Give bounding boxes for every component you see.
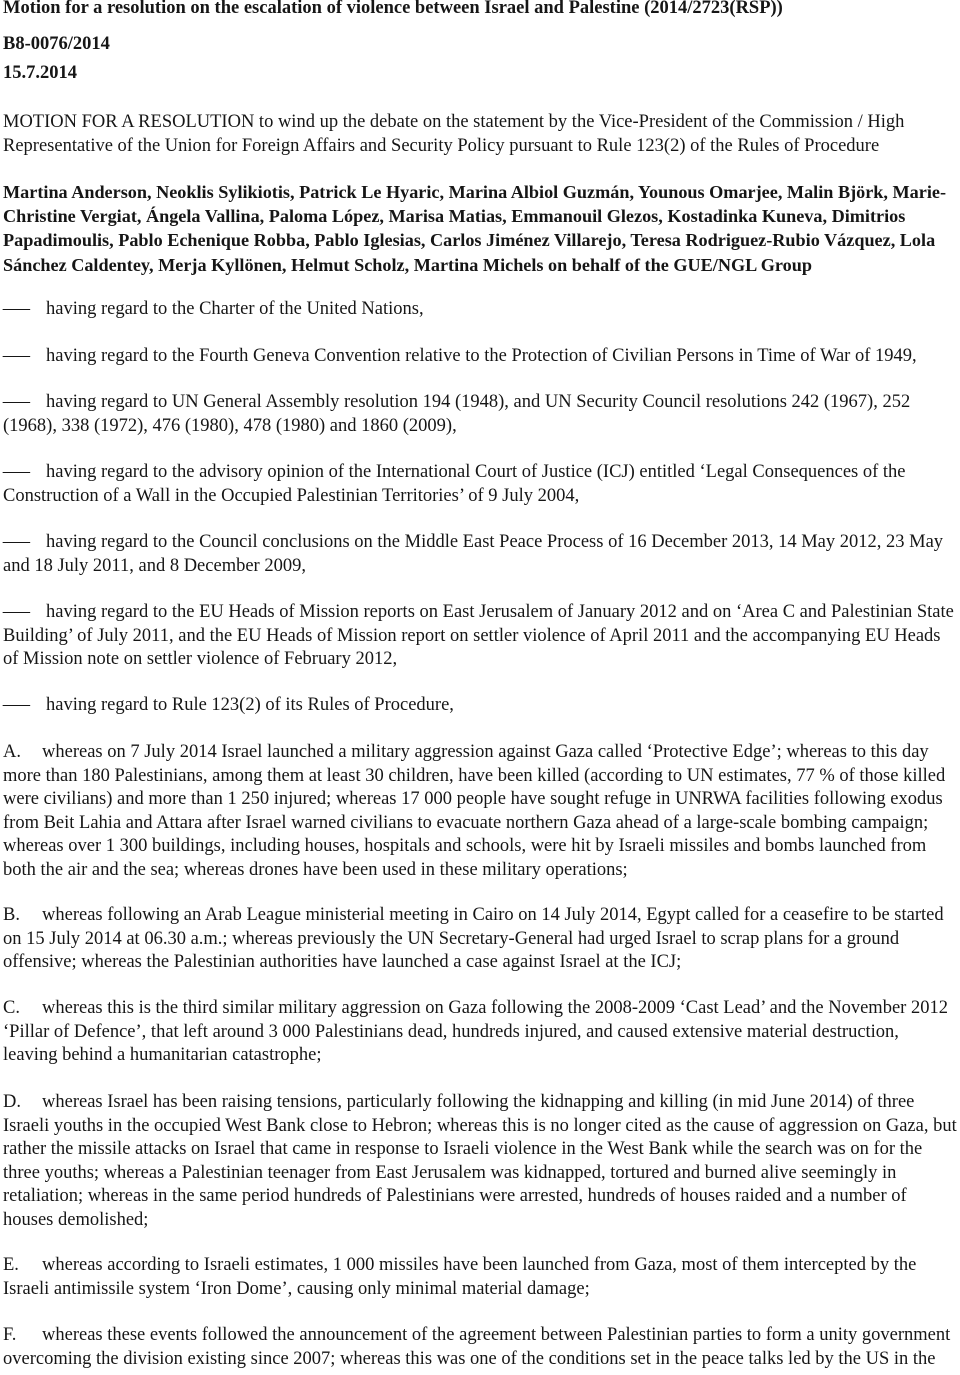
recital-text: whereas on 7 July 2014 Israel launched a military aggression against Gaza called ‘Protective Edge’; whereas to this day more than 180 Palestinians, among them at least 30 children, have been killed (according to UN estimates, 77 % of those killed were civilians) and more than 1 250 injured; whereas 17 000 people have sought refuge in UNRWA facilities following exodus from Beit Lahia and Attara after Israel warned civilians to evacuate northern Gaza ahead of a large-scale bombing campaign; whereas over 1 300 buildings, including houses, hospitals and schools, were hit by Israeli missiles and bombs launched from both the air and the sea; whereas drones have been used in these military operations; bbox=[3, 742, 946, 880]
recital-label: E. bbox=[3, 1255, 19, 1275]
citation-item bbox=[3, 298, 957, 322]
recital-item bbox=[3, 997, 957, 1068]
citation-dash bbox=[3, 531, 46, 555]
recital-label: A. bbox=[3, 742, 21, 762]
recital-text: whereas this is the third similar military aggression on Gaza following the 2008-2009 ‘Cast Lead’ and the November 2012 ‘Pillar of Defence’, that left around 3 000 Palestinians dead, hundreds injured, and caused extensive material destruction, leaving behind a humanitarian catastrophe; bbox=[3, 998, 948, 1066]
recital-label: B. bbox=[3, 905, 20, 925]
citation-text: having regard to the Charter of the United Nations, bbox=[46, 299, 424, 319]
citation-dash bbox=[3, 601, 46, 625]
recital-text: whereas according to Israeli estimates, 1 000 missiles have been launched from Gaza, most of them intercepted by the Israeli antimissile system ‘Iron Dome’, causing only minimal material damage; bbox=[3, 1255, 917, 1299]
citation-item bbox=[3, 694, 957, 718]
recital-item bbox=[3, 904, 957, 975]
recital-text: whereas Israel has been raising tensions, particularly following the kidnapping and killing (in mid June 2014) of three Israeli youths in the occupied West Bank close to Hebron; whereas this is no longer cited as the cause of aggression on Gaza, but rather the missile attacks on Israel that came in response to Israeli violence in the West Bank while the search was on for the three youths; whereas a Palestinian teenager from East Jerusalem was kidnapped, tortured and burned alive seemingly in retaliation; whereas in the same period hundreds of Palestinians were arrested, hundreds of houses raided and a number of houses demolished; bbox=[3, 1092, 957, 1230]
citation-text: having regard to Rule 123(2) of its Rules of Procedure, bbox=[46, 695, 454, 715]
citation-text: having regard to the Fourth Geneva Convention relative to the Protection of Civilian Persons in Time of War of 1949, bbox=[46, 346, 917, 366]
motion-intro: MOTION FOR A RESOLUTION to wind up the debate on the statement by the Vice-President of the Commission / High Representative of the Union for Foreign Affairs and Security Policy pursuant to Rule 123(2) of the Rules of Procedure bbox=[3, 112, 905, 156]
recital-text: whereas these events followed the announcement of the agreement between Palestinian parties to form a unity government overcoming the division existing since 2007; whereas this was one of the conditions set in the peace talks led by the US in the bbox=[3, 1325, 951, 1369]
recital-item bbox=[3, 741, 957, 883]
dash-glyph: – bbox=[3, 392, 30, 412]
citation-dash bbox=[3, 461, 46, 485]
recital-label: F. bbox=[3, 1325, 17, 1345]
citation-item bbox=[3, 601, 957, 672]
dash-glyph: – bbox=[3, 532, 30, 552]
citation-item bbox=[3, 461, 957, 508]
recital-item bbox=[3, 1254, 957, 1301]
recital-item bbox=[3, 1324, 957, 1371]
recital-label: C. bbox=[3, 998, 20, 1018]
citation-text: having regard to the Council conclusions on the Middle East Peace Process of 16 December 2013, 14 May 2012, 23 May and 18 July 2011, and 8 December 2009, bbox=[3, 532, 944, 576]
recital-item bbox=[3, 1091, 957, 1233]
dash-glyph: – bbox=[3, 462, 30, 482]
citation-text: having regard to the EU Heads of Mission reports on East Jerusalem of January 2012 and on ‘Area C and Palestinian State Building’ of July 2011, and the EU Heads of Mission report on settler violence of April 2011 and the accompanying EU Heads of Mission note on settler violence of February 2012, bbox=[3, 602, 954, 670]
dash-glyph: – bbox=[3, 346, 30, 366]
citation-item bbox=[3, 531, 957, 578]
citation-dash bbox=[3, 345, 46, 369]
dash-glyph: – bbox=[3, 602, 30, 622]
citation-item bbox=[3, 345, 957, 369]
citation-dash bbox=[3, 391, 46, 415]
document-title: Motion for a resolution on the escalation of violence between Israel and Palestine (2014/2723(RSP)) bbox=[3, 0, 783, 18]
dash-glyph: – bbox=[3, 299, 30, 319]
document-date: 15.7.2014 bbox=[3, 63, 77, 83]
citation-dash bbox=[3, 298, 46, 322]
citation-text: having regard to the advisory opinion of the International Court of Justice (ICJ) entitled ‘Legal Consequences of the Construction of a Wall in the Occupied Palestinian Territories’ of 9 July 2004, bbox=[3, 462, 906, 506]
dash-glyph: – bbox=[3, 695, 30, 715]
document-reference: B8-0076/2014 bbox=[3, 34, 110, 54]
citation-item bbox=[3, 391, 957, 438]
recital-label: D. bbox=[3, 1092, 21, 1112]
citation-dash bbox=[3, 694, 46, 718]
citation-text: having regard to UN General Assembly resolution 194 (1948), and UN Security Council resolutions 242 (1967), 252 (1968), 338 (1972), 476 (1980), 478 (1980) and 1860 (2009), bbox=[3, 392, 911, 436]
authors-list: Martina Anderson, Neoklis Sylikiotis, Patrick Le Hyaric, Marina Albiol Guzmán, Younous Omarjee, Malin Björk, Marie-Christine Vergiat, Ángela Vallina, Paloma López, Marisa Matias, Emmanouil Glezos, Kostadinka Kuneva, Dimitrios Papadimoulis, Pablo Echenique Robba, Pablo Iglesias, Carlos Jiménez Villarejo, Teresa Rodriguez-Rubio Vázquez, Lola Sánchez Caldentey, Merja Kyllönen, Helmut Scholz, Martina Michels on behalf of the GUE/NGL Group bbox=[3, 182, 947, 275]
recital-text: whereas following an Arab League ministerial meeting in Cairo on 14 July 2014, Egypt called for a ceasefire to be started on 15 July 2014 at 06.30 a.m.; whereas previously the UN Secretary-General had urged Israel to scrap plans for a ground offensive; whereas the Palestinian authorities have launched a case against Israel at the ICJ; bbox=[3, 905, 944, 973]
